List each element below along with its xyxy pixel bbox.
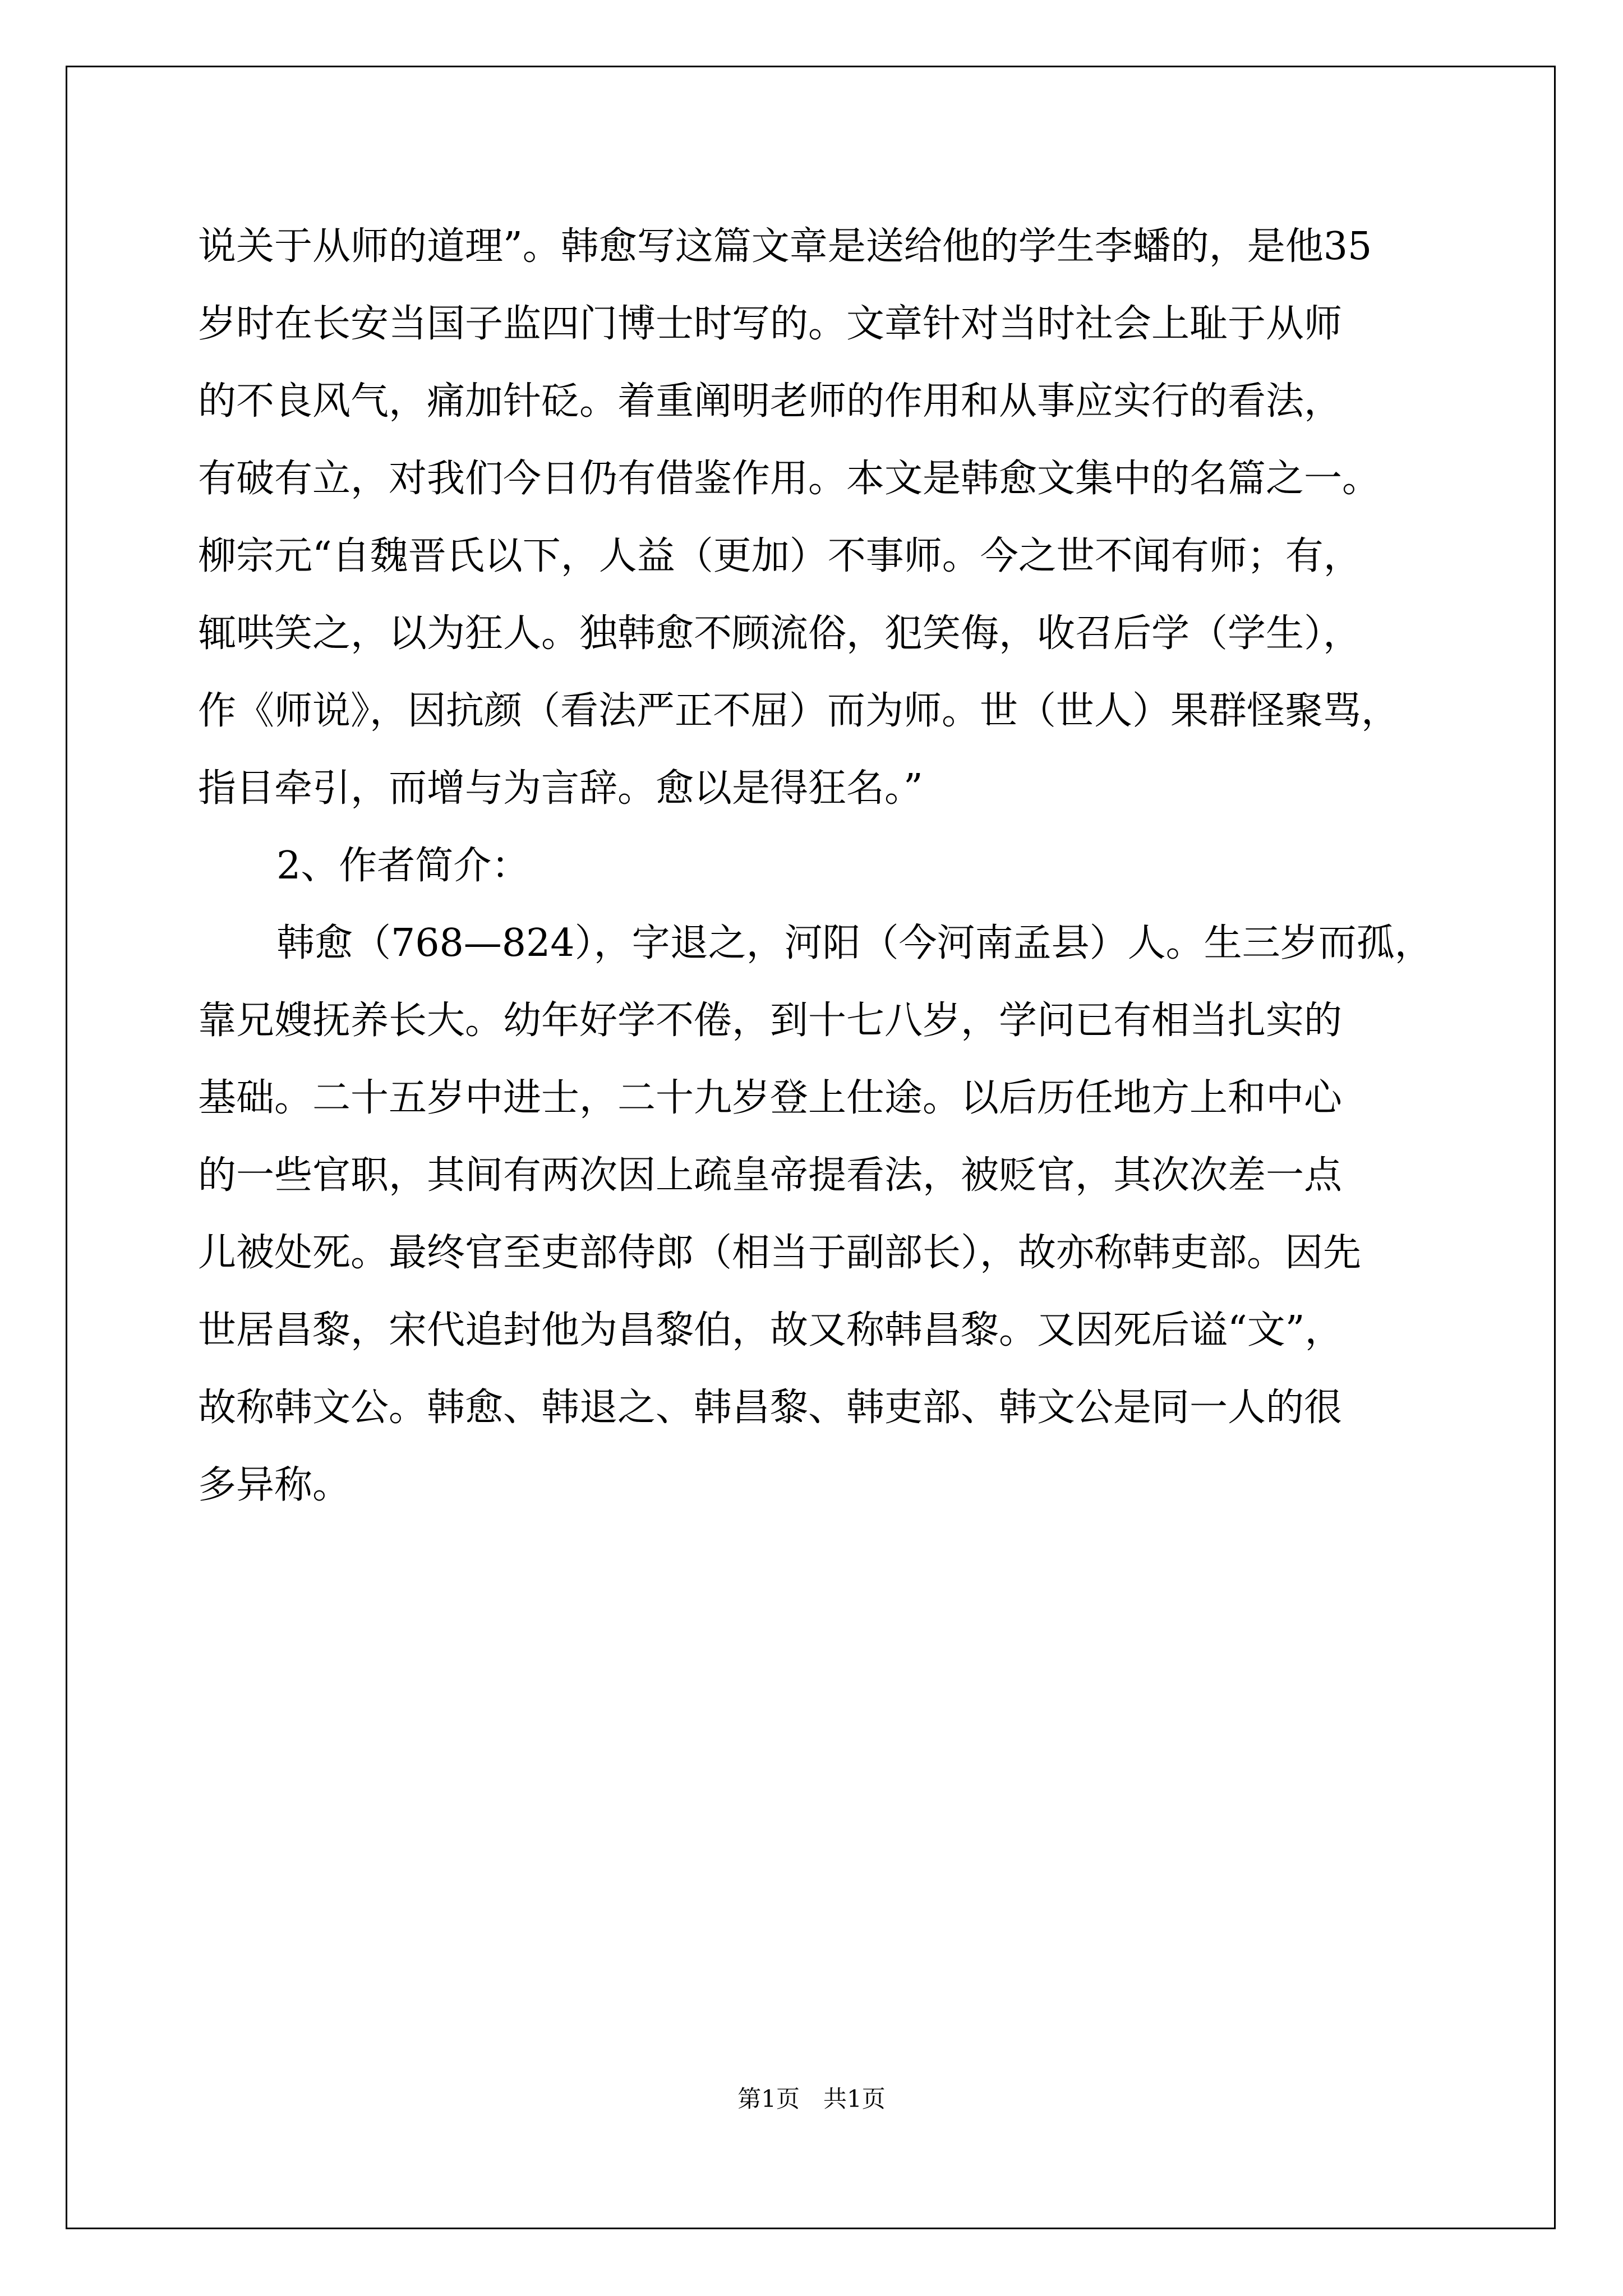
text-line: 世居昌黎，宋代追封他为昌黎伯，故又称韩昌黎。又因死后谥“文”，: [198, 1308, 1343, 1352]
text-line: 的一些官职，其间有两次因上疏皇帝提看法，被贬官，其次次差一点: [198, 1153, 1343, 1198]
text-line: 韩愈（768—824），字退之，河阳（今河南孟县）人。生三岁而孤，: [276, 921, 1433, 965]
text-line: 的不良风气，痛加针砭。着重阐明老师的作用和从事应实行的看法，: [198, 379, 1343, 424]
text-line: 儿被处死。最终官至吏部侍郎（相当于副部长），故亦称韩吏部。因先: [198, 1231, 1362, 1275]
text-line: 多异称。: [198, 1463, 351, 1507]
text-line: 柳宗元“自魏晋氏以下，人益（更加）不事师。今之世不闻有师；有，: [198, 534, 1362, 578]
text-line: 故称韩文公。韩愈、韩退之、韩昌黎、韩吏部、韩文公是同一人的很: [198, 1386, 1343, 1430]
text-line: 说关于从师的道理”。韩愈写这篇文章是送给他的学生李蟠的，是他35: [198, 224, 1372, 269]
text-line: 岁时在长安当国子监四门博士时写的。文章针对当时社会上耻于从师: [198, 302, 1343, 346]
text-line: 指目牵引，而增与为言辞。愈以是得狂名。”: [198, 766, 923, 811]
text-line: 靠兄嫂抚养长大。幼年好学不倦，到十七八岁，学问已有相当扎实的: [198, 999, 1343, 1043]
page-number-footer: 第1页 共1页: [737, 2085, 886, 2113]
text-line: 辄哄笑之，以为狂人。独韩愈不顾流俗，犯笑侮，收召后学（学生），: [198, 611, 1362, 656]
text-line: 有破有立，对我们今日仍有借鉴作用。本文是韩愈文集中的名篇之一。: [198, 457, 1381, 501]
text-line: 作《师说》，因抗颜（看法严正不屈）而为师。世（世人）果群怪聚骂，: [198, 689, 1400, 733]
section-heading: 2、作者简介：: [276, 844, 530, 888]
text-line: 基础。二十五岁中进士，二十九岁登上仕途。以后历任地方上和中心: [198, 1076, 1343, 1120]
